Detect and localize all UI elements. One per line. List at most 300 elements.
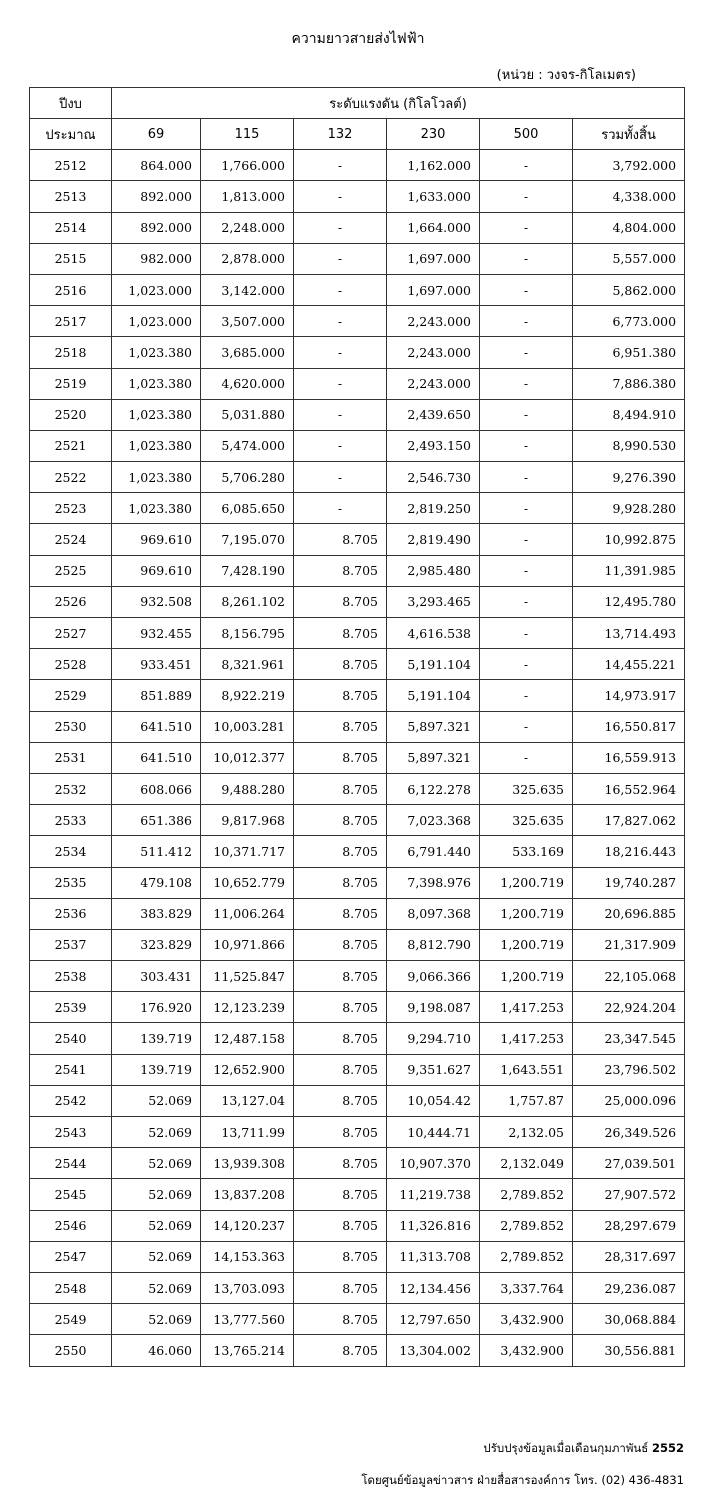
value-cell: 19,740.287	[573, 867, 685, 898]
value-cell: -	[480, 462, 573, 493]
value-cell: 651.386	[112, 805, 201, 836]
value-cell: -	[480, 430, 573, 461]
table-row	[30, 898, 685, 929]
year-cell: 2549	[30, 1304, 112, 1335]
value-cell: 13,939.308	[201, 1148, 294, 1179]
value-cell: 8,990.530	[573, 430, 685, 461]
value-cell: 139.719	[112, 1023, 201, 1054]
value-cell: -	[480, 618, 573, 649]
value-cell: 17,827.062	[573, 805, 685, 836]
value-cell: 25,000.096	[573, 1085, 685, 1116]
year-cell: 2531	[30, 742, 112, 773]
value-cell: 46.060	[112, 1335, 201, 1366]
value-cell: 303.431	[112, 961, 201, 992]
value-cell: 9,294.710	[387, 1023, 480, 1054]
year-cell: 2515	[30, 243, 112, 274]
value-cell: 7,398.976	[387, 867, 480, 898]
value-cell: 1,417.253	[480, 1023, 573, 1054]
table-row	[30, 243, 685, 274]
value-cell: 3,432.900	[480, 1335, 573, 1366]
col-header-69: 69	[112, 119, 201, 150]
value-cell: 14,153.363	[201, 1241, 294, 1272]
value-cell: 8,097.368	[387, 898, 480, 929]
value-cell: 3,685.000	[201, 337, 294, 368]
value-cell: 325.635	[480, 805, 573, 836]
year-cell: 2542	[30, 1085, 112, 1116]
value-cell: 8.705	[294, 1117, 387, 1148]
table-row	[30, 992, 685, 1023]
value-cell: 2,819.250	[387, 493, 480, 524]
value-cell: 52.069	[112, 1241, 201, 1272]
value-cell: 28,297.679	[573, 1210, 685, 1241]
value-cell: 30,068.884	[573, 1304, 685, 1335]
value-cell: 16,552.964	[573, 773, 685, 804]
value-cell: 12,652.900	[201, 1054, 294, 1085]
value-cell: 10,652.779	[201, 867, 294, 898]
value-cell: 5,897.321	[387, 711, 480, 742]
value-cell: 1,023.380	[112, 430, 201, 461]
table-row	[30, 867, 685, 898]
table-row	[30, 493, 685, 524]
value-cell: 14,455.221	[573, 649, 685, 680]
update-note-year: 2552	[651, 1441, 684, 1455]
value-cell: 3,293.465	[387, 586, 480, 617]
value-cell: 8,156.795	[201, 618, 294, 649]
value-cell: 6,951.380	[573, 337, 685, 368]
value-cell: 52.069	[112, 1117, 201, 1148]
value-cell: 52.069	[112, 1179, 201, 1210]
table-row	[30, 306, 685, 337]
value-cell: 10,003.281	[201, 711, 294, 742]
value-cell: 8.705	[294, 711, 387, 742]
value-cell: 5,706.280	[201, 462, 294, 493]
value-cell: 13,703.093	[201, 1272, 294, 1303]
value-cell: 13,837.208	[201, 1179, 294, 1210]
table-row	[30, 274, 685, 305]
value-cell: 8.705	[294, 1054, 387, 1085]
value-cell: 1,633.000	[387, 181, 480, 212]
value-cell: 8.705	[294, 649, 387, 680]
value-cell: -	[480, 586, 573, 617]
year-cell: 2513	[30, 181, 112, 212]
value-cell: 2,243.000	[387, 368, 480, 399]
value-cell: -	[294, 337, 387, 368]
value-cell: 5,474.000	[201, 430, 294, 461]
value-cell: 8.705	[294, 555, 387, 586]
year-cell: 2528	[30, 649, 112, 680]
value-cell: 1,200.719	[480, 898, 573, 929]
value-cell: 5,031.880	[201, 399, 294, 430]
value-cell: 2,439.650	[387, 399, 480, 430]
value-cell: 4,620.000	[201, 368, 294, 399]
year-cell: 2539	[30, 992, 112, 1023]
value-cell: 23,347.545	[573, 1023, 685, 1054]
value-cell: 1,023.380	[112, 462, 201, 493]
update-note-text: ปรับปรุงข้อมูลเมื่อเดือนกุมภาพันธ์	[483, 1441, 649, 1455]
value-cell: 969.610	[112, 555, 201, 586]
value-cell: 13,777.560	[201, 1304, 294, 1335]
value-cell: -	[480, 493, 573, 524]
unit-label: (หน่วย : วงจร-กิโลเมตร)	[496, 68, 636, 83]
table-row	[30, 773, 685, 804]
value-cell: 2,789.852	[480, 1241, 573, 1272]
value-cell: 12,123.239	[201, 992, 294, 1023]
year-cell: 2519	[30, 368, 112, 399]
value-cell: 12,487.158	[201, 1023, 294, 1054]
value-cell: 8.705	[294, 524, 387, 555]
value-cell: 27,907.572	[573, 1179, 685, 1210]
value-cell: 511.412	[112, 836, 201, 867]
value-cell: 641.510	[112, 742, 201, 773]
value-cell: 4,804.000	[573, 212, 685, 243]
value-cell: -	[480, 649, 573, 680]
value-cell: 5,191.104	[387, 649, 480, 680]
table-row	[30, 462, 685, 493]
value-cell: 52.069	[112, 1272, 201, 1303]
year-cell: 2520	[30, 399, 112, 430]
year-cell: 2530	[30, 711, 112, 742]
value-cell: 13,304.002	[387, 1335, 480, 1366]
table-row	[30, 399, 685, 430]
year-cell: 2529	[30, 680, 112, 711]
table-row	[30, 430, 685, 461]
year-cell: 2525	[30, 555, 112, 586]
value-cell: 9,351.627	[387, 1054, 480, 1085]
value-cell: 6,791.440	[387, 836, 480, 867]
year-cell: 2540	[30, 1023, 112, 1054]
value-cell: 1,023.380	[112, 399, 201, 430]
value-cell: 8.705	[294, 1335, 387, 1366]
value-cell: 2,819.490	[387, 524, 480, 555]
value-cell: 10,444.71	[387, 1117, 480, 1148]
col-header-115: 115	[201, 119, 294, 150]
table-row	[30, 929, 685, 960]
value-cell: 9,488.280	[201, 773, 294, 804]
year-cell: 2544	[30, 1148, 112, 1179]
year-cell: 2526	[30, 586, 112, 617]
table-row	[30, 836, 685, 867]
value-cell: 2,985.480	[387, 555, 480, 586]
value-cell: 52.069	[112, 1148, 201, 1179]
value-cell: 139.719	[112, 1054, 201, 1085]
year-cell: 2516	[30, 274, 112, 305]
value-cell: 7,023.368	[387, 805, 480, 836]
update-note	[483, 1440, 684, 1458]
value-cell: 1,200.719	[480, 929, 573, 960]
value-cell: -	[294, 430, 387, 461]
value-cell: 22,105.068	[573, 961, 685, 992]
value-cell: 6,085.650	[201, 493, 294, 524]
value-cell: 13,765.214	[201, 1335, 294, 1366]
value-cell: 1,813.000	[201, 181, 294, 212]
table-row	[30, 555, 685, 586]
table-row	[30, 618, 685, 649]
value-cell: 11,391.985	[573, 555, 685, 586]
value-cell: 52.069	[112, 1210, 201, 1241]
value-cell: 22,924.204	[573, 992, 685, 1023]
col-header-132: 132	[294, 119, 387, 150]
value-cell: 8.705	[294, 1085, 387, 1116]
year-cell: 2548	[30, 1272, 112, 1303]
value-cell: 8.705	[294, 1272, 387, 1303]
value-cell: 14,973.917	[573, 680, 685, 711]
value-cell: 9,928.280	[573, 493, 685, 524]
value-cell: 8.705	[294, 742, 387, 773]
value-cell: 5,557.000	[573, 243, 685, 274]
table-row	[30, 212, 685, 243]
table-row	[30, 1335, 685, 1366]
value-cell: -	[294, 243, 387, 274]
value-cell: 11,326.816	[387, 1210, 480, 1241]
value-cell: 2,789.852	[480, 1179, 573, 1210]
col-header-total: รวมทั้งสิ้น	[573, 119, 685, 150]
value-cell: 9,066.366	[387, 961, 480, 992]
year-cell: 2535	[30, 867, 112, 898]
value-cell: -	[294, 493, 387, 524]
value-cell: 8.705	[294, 805, 387, 836]
value-cell: 5,862.000	[573, 274, 685, 305]
value-cell: 8.705	[294, 1210, 387, 1241]
table-title: ความยาวสายส่งไฟฟ้า	[291, 31, 425, 47]
year-cell: 2546	[30, 1210, 112, 1241]
table-row	[30, 1241, 685, 1272]
value-cell: 8.705	[294, 992, 387, 1023]
value-cell: 7,428.190	[201, 555, 294, 586]
value-cell: -	[294, 150, 387, 181]
value-cell: 3,507.000	[201, 306, 294, 337]
value-cell: 1,664.000	[387, 212, 480, 243]
value-cell: 8.705	[294, 1023, 387, 1054]
value-cell: 9,817.968	[201, 805, 294, 836]
value-cell: 8.705	[294, 1179, 387, 1210]
value-cell: 14,120.237	[201, 1210, 294, 1241]
voltage-group-header: ระดับแรงดัน (กิโลโวลต์)	[112, 88, 685, 119]
value-cell: 10,992.875	[573, 524, 685, 555]
transmission-line-table	[29, 87, 685, 1367]
col-header-500: 500	[480, 119, 573, 150]
value-cell: 1,697.000	[387, 243, 480, 274]
value-cell: 9,198.087	[387, 992, 480, 1023]
value-cell: 11,006.264	[201, 898, 294, 929]
value-cell: 533.169	[480, 836, 573, 867]
value-cell: -	[480, 555, 573, 586]
value-cell: -	[480, 212, 573, 243]
value-cell: 1,162.000	[387, 150, 480, 181]
table-row	[30, 742, 685, 773]
year-cell: 2532	[30, 773, 112, 804]
value-cell: 23,796.502	[573, 1054, 685, 1085]
value-cell: 2,546.730	[387, 462, 480, 493]
value-cell: 2,248.000	[201, 212, 294, 243]
value-cell: 52.069	[112, 1304, 201, 1335]
value-cell: 325.635	[480, 773, 573, 804]
year-cell: 2537	[30, 929, 112, 960]
value-cell: 8.705	[294, 586, 387, 617]
value-cell: 1,023.380	[112, 337, 201, 368]
value-cell: 933.451	[112, 649, 201, 680]
value-cell: 8.705	[294, 836, 387, 867]
value-cell: 1,023.000	[112, 274, 201, 305]
value-cell: 13,714.493	[573, 618, 685, 649]
value-cell: 8,321.961	[201, 649, 294, 680]
value-cell: 16,550.817	[573, 711, 685, 742]
value-cell: -	[480, 711, 573, 742]
table-row	[30, 805, 685, 836]
value-cell: 6,773.000	[573, 306, 685, 337]
source-note: โดยศูนย์ข้อมูลข่าวสาร ฝ่ายสื่อสารองค์การ โทร. (02) 436-4831	[361, 1473, 684, 1487]
value-cell: 10,907.370	[387, 1148, 480, 1179]
value-cell: 2,493.150	[387, 430, 480, 461]
table-row	[30, 150, 685, 181]
year-cell: 2523	[30, 493, 112, 524]
value-cell: 851.889	[112, 680, 201, 711]
value-cell: 969.610	[112, 524, 201, 555]
table-row	[30, 680, 685, 711]
value-cell: 27,039.501	[573, 1148, 685, 1179]
value-cell: 8.705	[294, 1241, 387, 1272]
value-cell: 2,878.000	[201, 243, 294, 274]
value-cell: 8,812.790	[387, 929, 480, 960]
value-cell: 8.705	[294, 961, 387, 992]
value-cell: 12,797.650	[387, 1304, 480, 1335]
year-header-line2: ประมาณ	[30, 119, 112, 150]
value-cell: 8.705	[294, 618, 387, 649]
value-cell: 21,317.909	[573, 929, 685, 960]
value-cell: 52.069	[112, 1085, 201, 1116]
value-cell: 383.829	[112, 898, 201, 929]
value-cell: 932.455	[112, 618, 201, 649]
value-cell: 12,134.456	[387, 1272, 480, 1303]
value-cell: 1,023.000	[112, 306, 201, 337]
value-cell: 11,219.738	[387, 1179, 480, 1210]
value-cell: 5,191.104	[387, 680, 480, 711]
table-row	[30, 711, 685, 742]
value-cell: -	[480, 150, 573, 181]
value-cell: 29,236.087	[573, 1272, 685, 1303]
table-row	[30, 1304, 685, 1335]
value-cell: -	[480, 524, 573, 555]
value-cell: -	[294, 212, 387, 243]
value-cell: 2,132.049	[480, 1148, 573, 1179]
value-cell: 8.705	[294, 867, 387, 898]
value-cell: 932.508	[112, 586, 201, 617]
value-cell: 3,432.900	[480, 1304, 573, 1335]
year-cell: 2514	[30, 212, 112, 243]
value-cell: 2,243.000	[387, 337, 480, 368]
value-cell: -	[480, 274, 573, 305]
value-cell: 18,216.443	[573, 836, 685, 867]
value-cell: 892.000	[112, 212, 201, 243]
table-row	[30, 649, 685, 680]
value-cell: 11,313.708	[387, 1241, 480, 1272]
value-cell: 9,276.390	[573, 462, 685, 493]
year-cell: 2518	[30, 337, 112, 368]
table-row	[30, 586, 685, 617]
value-cell: 10,371.717	[201, 836, 294, 867]
value-cell: 3,337.764	[480, 1272, 573, 1303]
value-cell: 13,127.04	[201, 1085, 294, 1116]
value-cell: 8.705	[294, 1304, 387, 1335]
table-row	[30, 1272, 685, 1303]
value-cell: -	[480, 181, 573, 212]
value-cell: 13,711.99	[201, 1117, 294, 1148]
year-cell: 2536	[30, 898, 112, 929]
value-cell: 8.705	[294, 773, 387, 804]
value-cell: 3,792.000	[573, 150, 685, 181]
value-cell: 4,338.000	[573, 181, 685, 212]
value-cell: -	[480, 337, 573, 368]
value-cell: 2,789.852	[480, 1210, 573, 1241]
value-cell: -	[480, 243, 573, 274]
value-cell: 11,525.847	[201, 961, 294, 992]
table-row	[30, 1210, 685, 1241]
value-cell: 8.705	[294, 1148, 387, 1179]
year-cell: 2534	[30, 836, 112, 867]
value-cell: 2,243.000	[387, 306, 480, 337]
value-cell: 1,023.380	[112, 368, 201, 399]
value-cell: 8.705	[294, 898, 387, 929]
value-cell: 12,495.780	[573, 586, 685, 617]
year-cell: 2545	[30, 1179, 112, 1210]
table-row	[30, 368, 685, 399]
year-cell: 2522	[30, 462, 112, 493]
value-cell: 2,132.05	[480, 1117, 573, 1148]
table-row	[30, 1023, 685, 1054]
value-cell: 6,122.278	[387, 773, 480, 804]
year-cell: 2547	[30, 1241, 112, 1272]
table-row	[30, 337, 685, 368]
value-cell: 20,696.885	[573, 898, 685, 929]
year-cell: 2527	[30, 618, 112, 649]
value-cell: 5,897.321	[387, 742, 480, 773]
year-cell: 2521	[30, 430, 112, 461]
value-cell: 8.705	[294, 680, 387, 711]
value-cell: 30,556.881	[573, 1335, 685, 1366]
value-cell: 1,200.719	[480, 961, 573, 992]
table-row	[30, 181, 685, 212]
value-cell: 4,616.538	[387, 618, 480, 649]
year-cell: 2538	[30, 961, 112, 992]
col-header-230: 230	[387, 119, 480, 150]
value-cell: 10,054.42	[387, 1085, 480, 1116]
value-cell: 176.920	[112, 992, 201, 1023]
value-cell: -	[480, 680, 573, 711]
table-row	[30, 524, 685, 555]
value-cell: 7,886.380	[573, 368, 685, 399]
table-row	[30, 1148, 685, 1179]
value-cell: 479.108	[112, 867, 201, 898]
value-cell: 608.066	[112, 773, 201, 804]
value-cell: -	[480, 306, 573, 337]
value-cell: -	[480, 368, 573, 399]
value-cell: -	[480, 399, 573, 430]
value-cell: 892.000	[112, 181, 201, 212]
value-cell: 26,349.526	[573, 1117, 685, 1148]
value-cell: -	[294, 306, 387, 337]
value-cell: 864.000	[112, 150, 201, 181]
value-cell: 28,317.697	[573, 1241, 685, 1272]
value-cell: -	[294, 462, 387, 493]
value-cell: 1,417.253	[480, 992, 573, 1023]
value-cell: 8.705	[294, 929, 387, 960]
table-row	[30, 1085, 685, 1116]
value-cell: -	[294, 181, 387, 212]
year-cell: 2517	[30, 306, 112, 337]
year-cell: 2524	[30, 524, 112, 555]
year-cell: 2541	[30, 1054, 112, 1085]
value-cell: 8,494.910	[573, 399, 685, 430]
value-cell: 8,922.219	[201, 680, 294, 711]
